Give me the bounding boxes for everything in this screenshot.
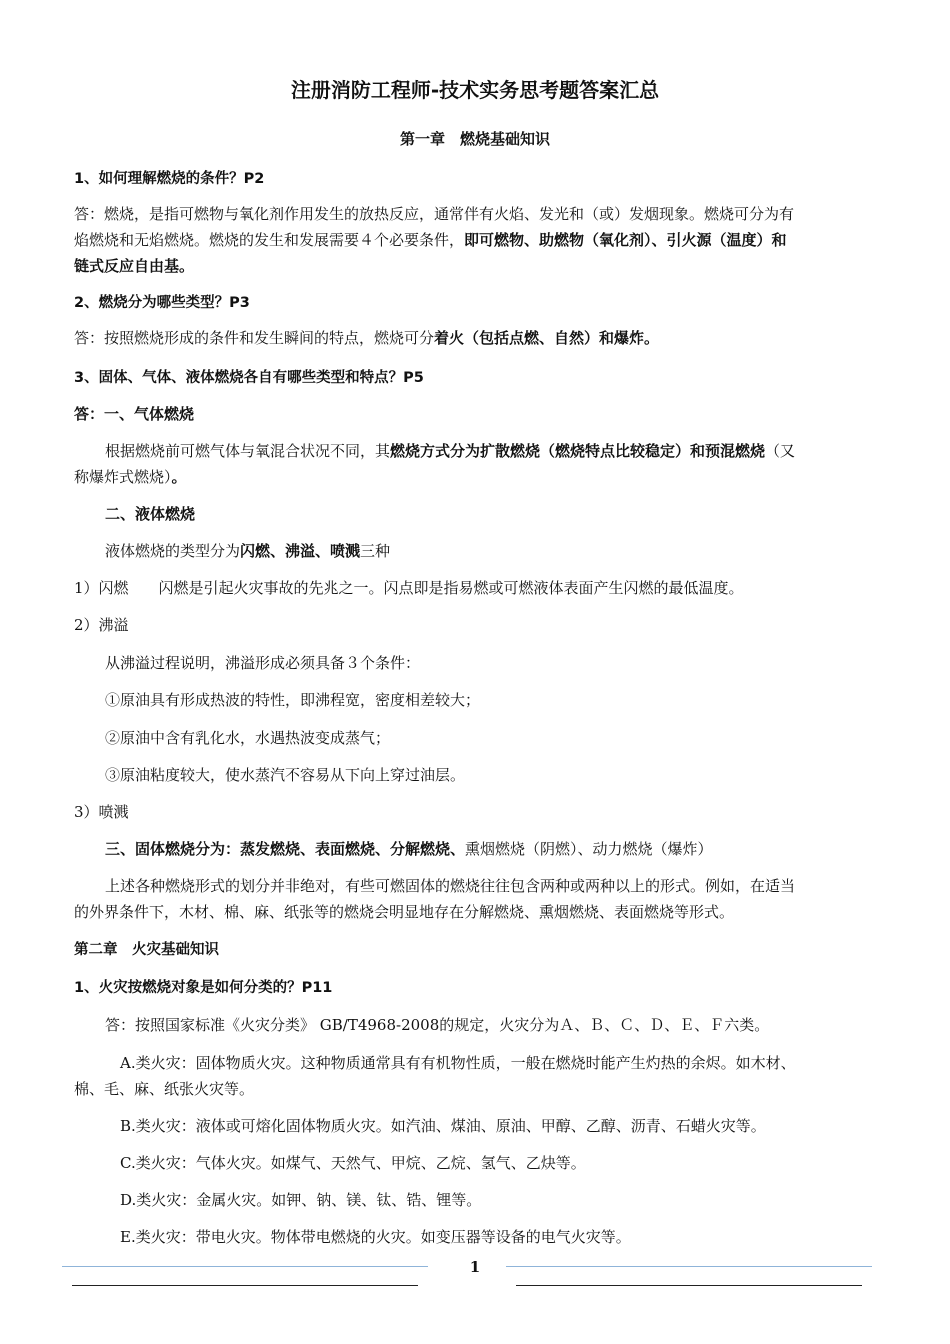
footer-rule-right-bottom: [516, 1285, 862, 1286]
solid-combustion-line: 三、固体燃烧分为：蒸发燃烧、表面燃烧、分解燃烧、熏烟燃烧（阴燃）、动力燃烧（爆炸）: [105, 840, 713, 858]
fire-class-d: D.类火灾：金属火灾。如钾、钠、镁、钛、锆、锂等。: [120, 1191, 482, 1209]
boilover-condition-3: ③原油粘度较大，使水蒸汽不容易从下向上穿过油层。: [105, 766, 466, 784]
question-2: 2、燃烧分为哪些类型？P3: [74, 295, 250, 311]
question-3: 3、固体、气体、液体燃烧各自有哪些类型和特点？P5: [74, 370, 424, 386]
boilover-condition-2: ②原油中含有乳化水，水遇热波变成蒸气；: [105, 729, 391, 747]
question-1: 1、如何理解燃烧的条件？P2: [74, 171, 265, 187]
chapter-2-question-1: 1、火灾按燃烧对象是如何分类的？P11: [74, 980, 333, 996]
page-title: 注册消防工程师-技术实务思考题答案汇总: [290, 78, 660, 102]
chapter-2-heading: 第二章 火灾基础知识: [74, 942, 219, 958]
liquid-combustion-heading: 二、液体燃烧: [105, 505, 196, 523]
gas-combustion-heading: 答：一、气体燃烧: [74, 405, 195, 423]
boilover-condition-1: ①原油具有形成热波的特性，即沸程宽，密度相差较大；: [105, 691, 481, 709]
flash-fire-item: 1）闪燃 闪燃是引起火灾事故的先兆之一。闪点即是指易燃或可燃液体表面产生闪燃的最低温度。: [74, 579, 744, 597]
fire-class-a-line-1: A.类火灾：固体物质火灾。这种物质通常具有有机物性质，一般在燃烧时能产生灼热的余烬。如木材、: [120, 1054, 796, 1072]
footer-rule-left-bottom: [72, 1285, 418, 1286]
answer-1-line-1: 答：燃烧，是指可燃物与氧化剂作用发生的放热反应，通常伴有火焰、发光和（或）发烟现象。燃烧可分为有: [74, 205, 795, 223]
fire-class-e: E.类火灾：带电火灾。物体带电燃烧的火灾。如变压器等设备的电气火灾等。: [120, 1228, 631, 1246]
fire-class-c: C.类火灾：气体火灾。如煤气、天然气、甲烷、乙烷、氢气、乙炔等。: [120, 1154, 586, 1172]
footer-rule-right-top: [506, 1266, 872, 1267]
solid-paragraph-line-1: 上述各种燃烧形式的划分并非绝对，有些可燃固体的燃烧往往包含两种或两种以上的形式。例如，在适当: [105, 877, 796, 895]
answer-1-line-3: 链式反应自由基。: [74, 257, 195, 275]
gas-combustion-line-1: 根据燃烧前可燃气体与氧混合状况不同，其燃烧方式分为扩散燃烧（燃烧特点比较稳定）和预混燃烧（又: [105, 442, 796, 460]
liquid-combustion-types: 液体燃烧的类型分为闪燃、沸溢、喷溅三种: [105, 542, 391, 560]
boilover-item: 2）沸溢: [74, 616, 129, 634]
splash-item: 3）喷溅: [74, 803, 129, 821]
fire-class-b: B.类火灾：液体或可熔化固体物质火灾。如汽油、煤油、原油、甲醇、乙醇、沥青、石蜡火灾等。: [120, 1117, 766, 1135]
boilover-intro: 从沸溢过程说明，沸溢形成必须具备３个条件：: [105, 654, 421, 672]
gas-combustion-line-2: 称爆炸式燃烧）。: [74, 468, 187, 486]
chapter-1-heading: 第一章 燃烧基础知识: [399, 130, 550, 148]
answer-2: 答：按照燃烧形成的条件和发生瞬间的特点，燃烧可分着火（包括点燃、自然）和爆炸。: [74, 329, 660, 347]
fire-class-intro: 答：按照国家标准《火灾分类》 GB/T4968-2008的规定，火灾分为Ａ、Ｂ、Ｃ、Ｄ、Ｅ、Ｆ六类。: [105, 1016, 770, 1034]
page-number: 1: [469, 1258, 481, 1276]
solid-paragraph-line-2: 的外界条件下，木材、棉、麻、纸张等的燃烧会明显地存在分解燃烧、熏烟燃烧、表面燃烧等形式。: [74, 903, 735, 921]
fire-class-a-line-2: 棉、毛、麻、纸张火灾等。: [74, 1080, 255, 1098]
answer-1-line-2: 焰燃烧和无焰燃烧。燃烧的发生和发展需要４个必要条件，即可燃物、助燃物（氧化剂）、引火源（温度）和: [74, 231, 787, 249]
